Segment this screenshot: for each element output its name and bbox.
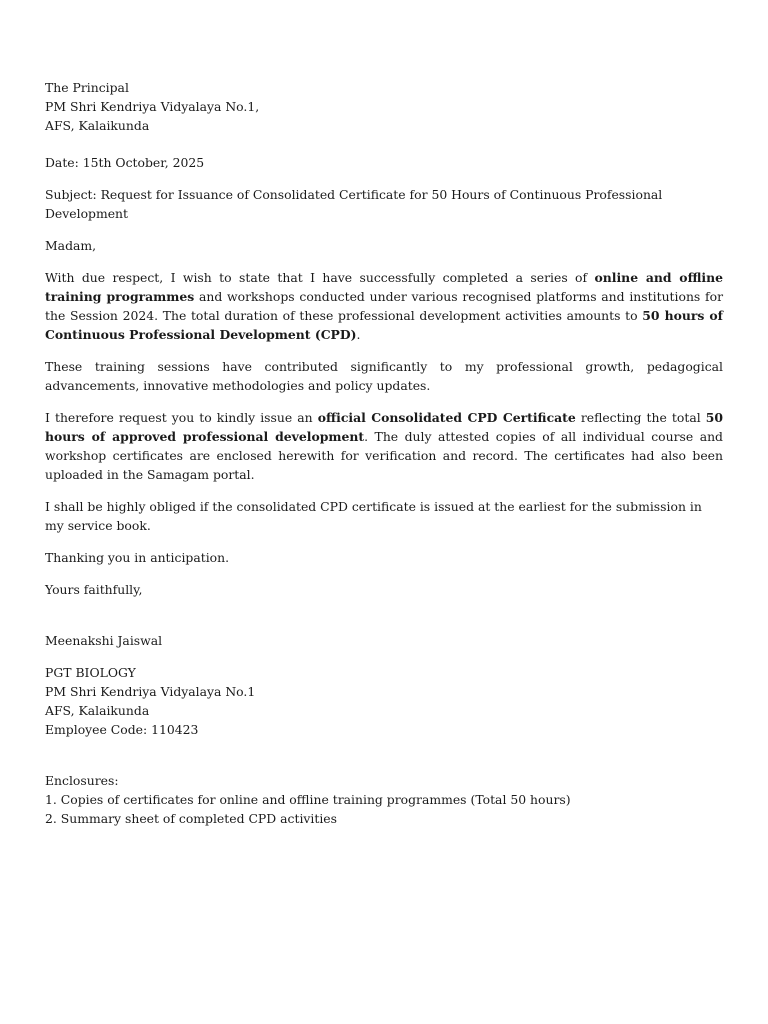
letter-salutation: Madam, xyxy=(45,238,97,253)
recipient-school: PM Shri Kendriya Vidyalaya No.1, xyxy=(45,99,260,114)
paragraph-3 xyxy=(45,408,723,484)
enclosure-item: 2. Summary sheet of completed CPD activities xyxy=(45,811,337,826)
paragraph-2: These training sessions have contributed significantly to my professional growth, pedagogical advancements, innovative methodologies and policy updates. xyxy=(45,359,723,393)
paragraph-1-text-a: With due respect, I wish to state that I have successfully completed a series of xyxy=(45,270,595,285)
signatory-place: AFS, Kalaikunda xyxy=(45,703,150,718)
paragraph-3-text-a: I therefore request you to kindly issue an xyxy=(45,410,318,425)
enclosures xyxy=(45,771,723,828)
paragraph-3-text-b: reflecting the total xyxy=(575,410,706,425)
signatory-name: Meenakshi Jaiswal xyxy=(45,633,163,648)
signatory-designation: PGT BIOLOGY xyxy=(45,665,136,680)
paragraph-1 xyxy=(45,268,723,344)
signatory-details xyxy=(45,663,723,739)
paragraph-1-bold-b: 50 hours of Continuous Professional Development (CPD) xyxy=(45,308,723,342)
enclosures-heading: Enclosures: xyxy=(45,773,119,788)
closing-valediction: Yours faithfully, xyxy=(45,582,143,597)
paragraph-1-text-c: . xyxy=(356,327,361,342)
letter-subject: Subject: Request for Issuance of Consolidated Certificate for 50 Hours of Continuous Professional Development xyxy=(45,187,663,221)
paragraph-3-bold-b: 50 hours of approved professional development xyxy=(45,410,723,444)
paragraph-1-text-b: and workshops conducted under various recognised platforms and institutions for the Session 2024. The total duration of these professional development activities amounts to xyxy=(45,289,724,323)
enclosure-item: 1. Copies of certificates for online and offline training programmes (Total 50 hours) xyxy=(45,792,571,807)
recipient-place: AFS, Kalaikunda xyxy=(45,118,150,133)
recipient-title: The Principal xyxy=(45,80,129,95)
signatory-school: PM Shri Kendriya Vidyalaya No.1 xyxy=(45,684,256,699)
paragraph-3-bold-a: official Consolidated CPD Certificate xyxy=(317,410,576,425)
paragraph-1-bold-a: online and offline training programmes xyxy=(45,270,724,304)
letter-date: Date: 15th October, 2025 xyxy=(45,155,205,170)
recipient-address xyxy=(45,78,723,135)
letter-body xyxy=(45,78,723,828)
signatory-employee-code: Employee Code: 110423 xyxy=(45,722,199,737)
paragraph-4: I shall be highly obliged if the consolidated CPD certificate is issued at the earliest for the submission in my service book. xyxy=(45,499,702,533)
closing-thanks: Thanking you in anticipation. xyxy=(45,550,230,565)
paragraph-3-text-c: . The duly attested copies of all individual course and workshop certificates are enclosed herewith for verification and record. The certificates had also been uploaded in the Samagam portal. xyxy=(45,429,723,482)
